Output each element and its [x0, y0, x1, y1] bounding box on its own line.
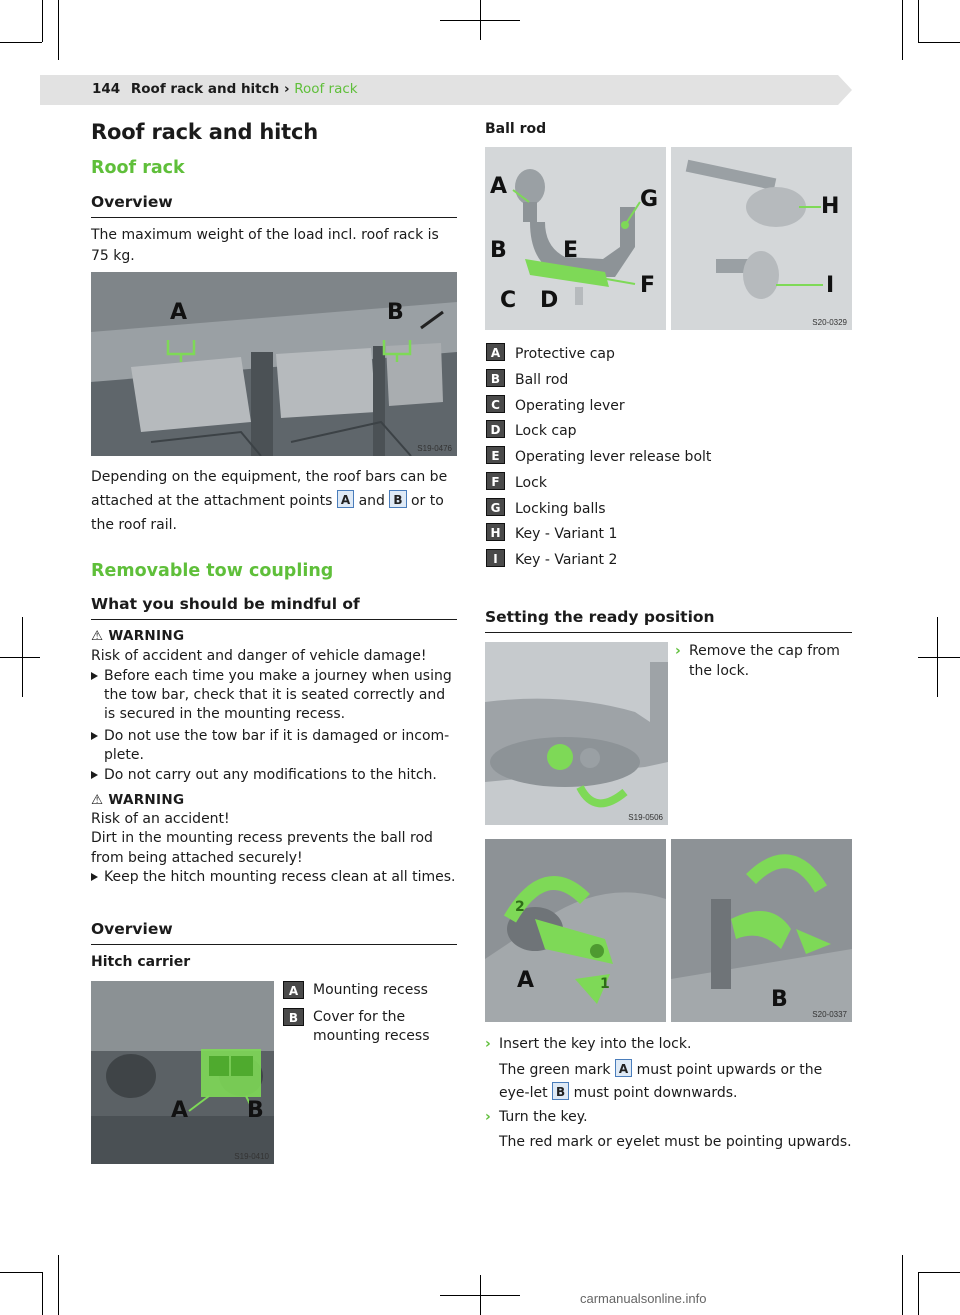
fig-label-a: A [517, 968, 535, 993]
insert-key-figure [485, 839, 666, 1022]
figure-code: S20-0337 [812, 1010, 847, 1019]
step-text: Turn the key. [499, 1109, 588, 1125]
legend-text: Cover for the mounting recess [313, 1009, 430, 1044]
roof-rack-heading: Roof rack [91, 158, 185, 178]
legend-text: Protective cap [515, 346, 615, 362]
step-item [485, 1034, 852, 1054]
roof-rack-figure [91, 272, 457, 456]
warning-line: Risk of accident and danger of vehicle damage! [91, 648, 427, 664]
breadcrumb-current[interactable]: Roof rack [294, 81, 358, 97]
crop-mark [42, 1272, 43, 1315]
hitch-carrier-heading: Hitch carrier [91, 954, 191, 970]
page-title: Roof rack and hitch [91, 120, 318, 144]
legend-item [486, 343, 615, 363]
fig-label-g: G [640, 187, 659, 212]
legend-text: Mounting recess [313, 982, 428, 998]
legend-key: D [486, 420, 505, 438]
legend-item [486, 498, 606, 518]
overview2-heading: Overview [91, 920, 457, 945]
key-insert-illustration [485, 839, 666, 1022]
key-b-inline: B [389, 490, 406, 508]
overview-text: The maximum weight of the load incl. roof rack is 75 kg. [91, 227, 439, 264]
crop-mark [440, 20, 520, 21]
crop-mark [0, 657, 40, 658]
legend-key: E [486, 446, 505, 464]
legend-item [486, 369, 568, 389]
fig-label-b: B [490, 238, 507, 263]
ball-rod-figure [485, 147, 666, 330]
legend-item [486, 395, 625, 415]
crop-mark [0, 42, 42, 43]
page-number: 144 [92, 81, 121, 97]
crop-mark [58, 0, 59, 60]
overview-heading: Overview [91, 193, 457, 218]
step-note [499, 1059, 852, 1105]
key-a-inline: A [337, 490, 354, 508]
step-text: Insert the key into the lock. [499, 1036, 692, 1052]
step-item [485, 1107, 852, 1127]
step-note-part: must point upwards or the eye-let [499, 1062, 823, 1101]
fig-label-d: D [540, 288, 559, 313]
crop-mark [918, 0, 919, 42]
warning-icon: ⚠ [91, 628, 109, 644]
key-b-inline: B [552, 1082, 569, 1100]
legend-text: Key - Variant 1 [515, 526, 618, 542]
legend-key: F [486, 472, 505, 490]
legend-text: Lock [515, 475, 547, 491]
legend-key: C [486, 395, 505, 413]
keys-illustration [671, 147, 852, 330]
chevron-right-icon: › [485, 1036, 491, 1052]
legend-key: B [283, 1008, 304, 1026]
crop-mark [42, 0, 43, 42]
step-text: Remove the cap from the lock. [689, 643, 840, 679]
mindful-heading: What you should be mindful of [91, 595, 457, 620]
figure-code: S19-0506 [628, 813, 663, 822]
figure-code: S19-0410 [234, 1152, 269, 1161]
legend-text: Operating lever [515, 398, 625, 414]
fig-label-2: 2 [515, 899, 525, 915]
fig-label-h: H [821, 194, 840, 219]
key-a-inline: A [615, 1059, 632, 1077]
remove-cap-figure [485, 642, 668, 825]
hitch-carrier-illustration [91, 981, 274, 1164]
fig-label-c: C [500, 288, 517, 313]
warning-title [91, 792, 184, 808]
fig-label-b: B [387, 300, 404, 325]
roof-bars-text-part: and [358, 493, 385, 509]
warning-line: Risk of an accident! [91, 811, 230, 827]
warning-bullet: Before each time you make a journey when using the tow bar, check that it is seated correctly and is secured in the mounting recess. [91, 667, 457, 724]
step-item [675, 641, 855, 681]
key-turn-illustration [671, 839, 852, 1022]
crop-mark [902, 0, 903, 60]
lock-cap-illustration [485, 642, 668, 825]
fig-label-a: A [490, 174, 508, 199]
hitch-carrier-figure [91, 981, 274, 1164]
key-variants-figure [671, 147, 852, 330]
step-note-part: must point downwards. [573, 1085, 738, 1101]
legend-key: I [486, 549, 505, 567]
warning-bullet: Keep the hitch mounting recess clean at all times. [91, 868, 457, 887]
figure-code: S20-0329 [812, 318, 847, 327]
legend-item [486, 523, 617, 543]
warning-icon: ⚠ [91, 792, 109, 808]
turn-key-figure [671, 839, 852, 1022]
fig-label-f: F [640, 273, 656, 298]
warning-bullet: Do not carry out any modifications to the hitch. [91, 766, 457, 785]
warning-bullet: Do not use the tow bar if it is damaged or incom-plete. [91, 727, 457, 765]
chevron-right-icon: › [675, 643, 681, 659]
legend-key: G [486, 498, 505, 516]
crop-mark [902, 1255, 903, 1315]
crop-mark [918, 657, 960, 658]
figure-code: S19-0476 [417, 444, 452, 453]
watermark: carmanualsonline.info [580, 1291, 707, 1306]
fig-label-b: B [247, 1098, 264, 1123]
breadcrumb-section[interactable]: Roof rack and hitch › [130, 81, 290, 97]
fig-label-e: E [563, 238, 579, 263]
legend-text: Locking balls [515, 501, 606, 517]
legend-item [486, 420, 577, 440]
legend-item [486, 549, 617, 569]
step-note-part: The green mark [499, 1062, 611, 1078]
crop-mark [0, 1272, 42, 1273]
warning-title [91, 628, 184, 644]
legend-text: Operating lever release bolt [515, 449, 712, 465]
crop-mark [918, 42, 960, 43]
breadcrumb [92, 81, 358, 97]
step-note: The red mark or eyelet must be pointing upwards. [499, 1134, 852, 1150]
roof-bars-text-part: Depending on the equipment, the roof bars can be attached at the attachment points [91, 469, 448, 509]
ready-position-heading: Setting the ready position [485, 608, 852, 633]
roof-bars-text [91, 465, 457, 537]
crop-mark [918, 1272, 960, 1273]
legend-key: B [486, 369, 505, 387]
tow-coupling-heading: Removable tow coupling [91, 561, 334, 581]
legend-key: H [486, 523, 505, 541]
legend-text: Key - Variant 2 [515, 552, 618, 568]
ball-rod-heading: Ball rod [485, 121, 547, 137]
fig-label-b: B [771, 987, 788, 1012]
legend-text: Ball rod [515, 372, 569, 388]
legend-item [486, 472, 547, 492]
legend-key: A [283, 981, 304, 999]
legend-text: Lock cap [515, 423, 577, 439]
fig-label-a: A [170, 300, 188, 325]
legend-item [486, 446, 711, 466]
crop-mark [918, 1272, 919, 1315]
legend-key: A [486, 343, 505, 361]
crop-mark [58, 1255, 59, 1315]
fig-label-a: A [171, 1098, 189, 1123]
fig-label-1: 1 [600, 976, 610, 992]
crop-mark [440, 1295, 520, 1296]
chevron-right-icon: › [485, 1109, 491, 1125]
warning-line: Dirt in the mounting recess prevents the ball rod from being attached securely! [91, 830, 433, 866]
roof-bars-text-part: or to the roof rail. [91, 493, 444, 533]
fig-label-i: I [826, 273, 835, 298]
warning-label: WARNING [108, 792, 185, 808]
warning-label: WARNING [108, 628, 185, 644]
